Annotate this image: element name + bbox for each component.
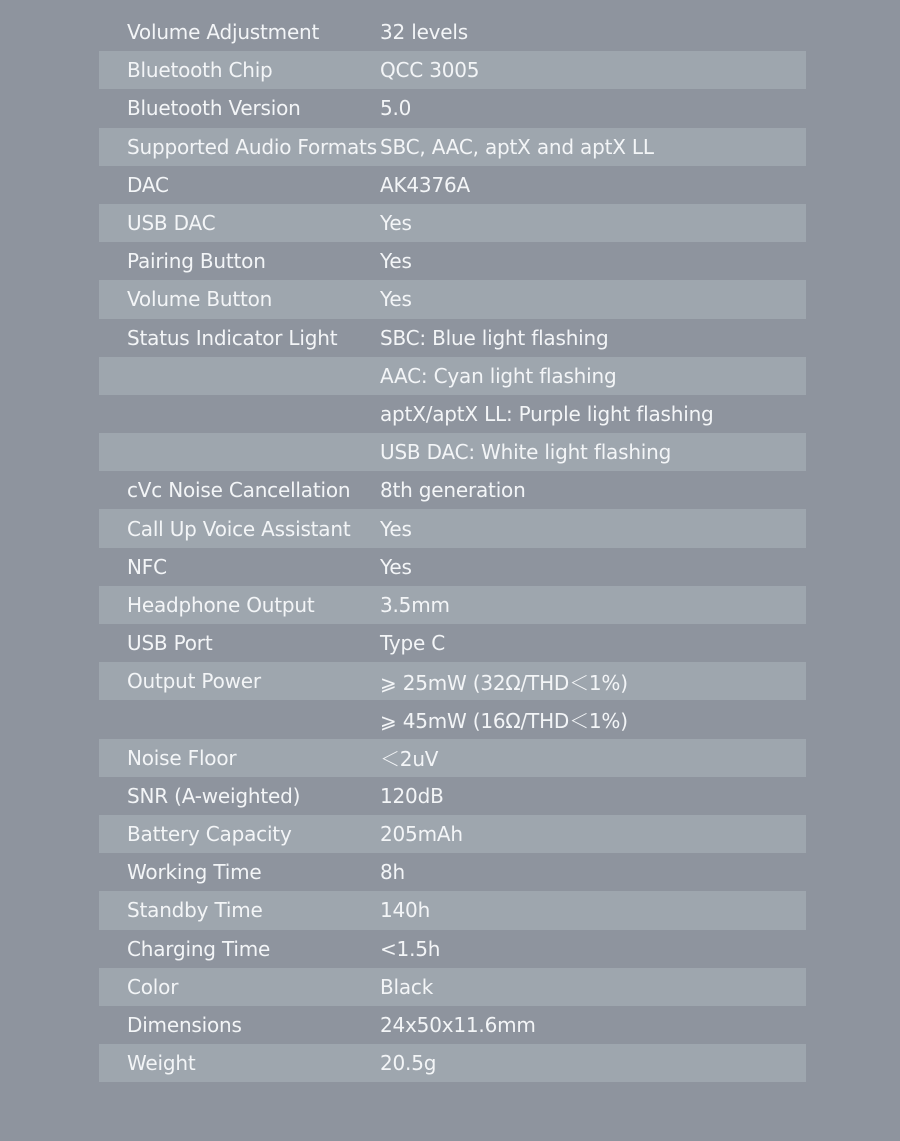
spec-label: NFC [127, 554, 167, 579]
spec-label: Status Indicator Light [127, 325, 338, 350]
spec-value: aptX/aptX LL: Purple light flashing [380, 401, 714, 426]
spec-label: Working Time [127, 860, 262, 885]
spec-value: ＜2uV [380, 747, 439, 772]
spec-value: Yes [380, 554, 412, 579]
spec-row [99, 242, 806, 280]
spec-value: AK4376A [380, 172, 470, 197]
spec-label: cVc Noise Cancellation [127, 478, 351, 503]
spec-value: SBC: Blue light flashing [380, 325, 609, 350]
spec-label: Volume Adjustment [127, 20, 320, 45]
spec-value: Type C [380, 631, 446, 656]
spec-value: 140h [380, 898, 431, 923]
spec-value: ⩾ 25mW (32Ω/THD＜1%) [380, 670, 628, 695]
spec-value: ⩾ 45mW (16Ω/THD＜1%) [380, 708, 628, 733]
spec-value: 24x50x11.6mm [380, 1012, 536, 1037]
spec-row [99, 471, 806, 509]
spec-value: Yes [380, 287, 412, 312]
spec-row [99, 13, 806, 51]
spec-label: Pairing Button [127, 249, 266, 274]
spec-label: Noise Floor [127, 745, 237, 770]
spec-value: Yes [380, 249, 412, 274]
spec-row [99, 204, 806, 242]
spec-label: USB Port [127, 631, 213, 656]
spec-value: SBC, AAC, aptX and aptX LL [380, 134, 654, 159]
spec-row [99, 624, 806, 662]
spec-row [99, 777, 806, 815]
spec-label: Weight [127, 1051, 196, 1076]
spec-label: Call Up Voice Assistant [127, 516, 351, 541]
spec-row [99, 357, 806, 395]
spec-label: Supported Audio Formats [127, 134, 377, 159]
spec-label: USB DAC [127, 211, 216, 236]
spec-value: 8h [380, 860, 406, 885]
spec-label: Battery Capacity [127, 822, 292, 847]
spec-row [99, 280, 806, 318]
spec-value: 120dB [380, 783, 444, 808]
spec-value: <1.5h [380, 936, 441, 961]
spec-label: Output Power [127, 669, 261, 694]
spec-value: Yes [380, 516, 412, 541]
spec-label: Color [127, 974, 179, 999]
spec-value: 8th generation [380, 478, 526, 503]
spec-row [99, 319, 806, 357]
spec-row [99, 548, 806, 586]
spec-label: Volume Button [127, 287, 273, 312]
spec-row [99, 128, 806, 166]
spec-row [99, 968, 806, 1006]
spec-label: Dimensions [127, 1012, 242, 1037]
spec-row [99, 509, 806, 547]
spec-value: USB DAC: White light flashing [380, 440, 672, 465]
spec-label: Headphone Output [127, 592, 315, 617]
spec-value: 3.5mm [380, 592, 450, 617]
spec-value: Yes [380, 211, 412, 236]
spec-table [99, 13, 806, 1082]
spec-label: Bluetooth Version [127, 96, 301, 121]
spec-label: DAC [127, 172, 169, 197]
spec-value: Black [380, 974, 434, 999]
spec-value: AAC: Cyan light flashing [380, 363, 617, 388]
spec-row [99, 739, 806, 777]
spec-row [99, 1006, 806, 1044]
spec-label: Standby Time [127, 898, 263, 923]
spec-label: Charging Time [127, 936, 271, 961]
spec-value: 5.0 [380, 96, 412, 121]
spec-value: QCC 3005 [380, 58, 480, 83]
spec-row [99, 700, 806, 738]
spec-row [99, 930, 806, 968]
spec-row [99, 166, 806, 204]
spec-value: 32 levels [380, 20, 468, 45]
spec-row [99, 1044, 806, 1082]
spec-row [99, 853, 806, 891]
spec-label: SNR (A-weighted) [127, 783, 301, 808]
spec-value: 205mAh [380, 822, 463, 847]
spec-row [99, 586, 806, 624]
spec-row [99, 433, 806, 471]
spec-row [99, 51, 806, 89]
spec-label: Bluetooth Chip [127, 58, 273, 83]
spec-value: 20.5g [380, 1051, 437, 1076]
spec-row [99, 395, 806, 433]
spec-row [99, 89, 806, 127]
spec-row [99, 891, 806, 929]
spec-row [99, 662, 806, 700]
spec-row [99, 815, 806, 853]
